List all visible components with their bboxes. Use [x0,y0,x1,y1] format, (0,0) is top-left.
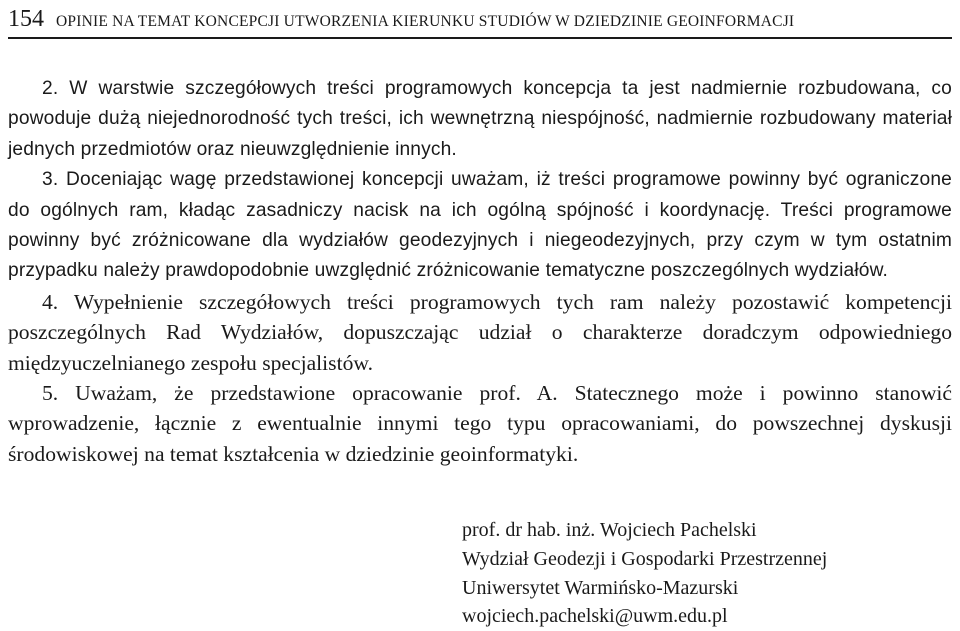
author-email: wojciech.pachelski@uwm.edu.pl [462,605,728,628]
paragraph-3: 3. Doceniając wagę przedstawionej koncepcji uważam, iż treści programowe powinny być ograniczone do ogólnych ram, kładąc zasadniczy nacisk na ich ogólną spójność i koordynację. Treści programowe powinny być zróżnicowane dla wydziałów geodezyjnych i niegeodezyjnych, przy czym w tym ostatnim przypadku należy prawdopodobnie uwzględnić zróżnicowanie tematyczne poszczególnych wydziałów. [8,169,952,282]
paragraph-4: 4. Wypełnienie szczegółowych treści programowych tych ram należy pozostawić kompetencji poszczególnych Rad Wydziałów, dopuszczając udział o charakterze doradczym odpowiedniego międzyuczelnianego zespołu specjalistów. [8,289,952,375]
author-name: prof. dr hab. inż. Wojciech Pachelski [462,519,757,541]
header-rule [8,37,952,39]
signature-block [462,516,827,631]
page-number: 154 [8,6,44,32]
running-head: OPINIE NA TEMAT KONCEPCJI UTWORZENIA KIERUNKU STUDIÓW W DZIEDZINIE GEOINFORMACJI [56,13,795,30]
author-faculty: Wydział Geodezji i Gospodarki Przestrzennej [462,547,828,570]
paragraph-2: 2. W warstwie szczegółowych treści programowych koncepcja ta jest nadmiernie rozbudowana, co powoduje dużą niejednorodność tych treści, ich wewnętrzną niespójność, nadmiernie rozbudowany materiał jednych przedmiotów oraz nieuwzględnienie innych. [8,78,952,160]
body-text [8,74,952,469]
paragraph-5: 5. Uważam, że przedstawione opracowanie prof. A. Statecznego może i powinno stanowić wprowadzenie, łącznie z ewentualnie innymi tego typu opracowaniami, do powszechnej dyskusji środowiskowej na temat kształcenia w dziedzinie geoinformatyki. [8,381,952,466]
author-university: Uniwersytet Warmińsko-Mazurski [462,576,739,599]
page-header [8,2,952,36]
